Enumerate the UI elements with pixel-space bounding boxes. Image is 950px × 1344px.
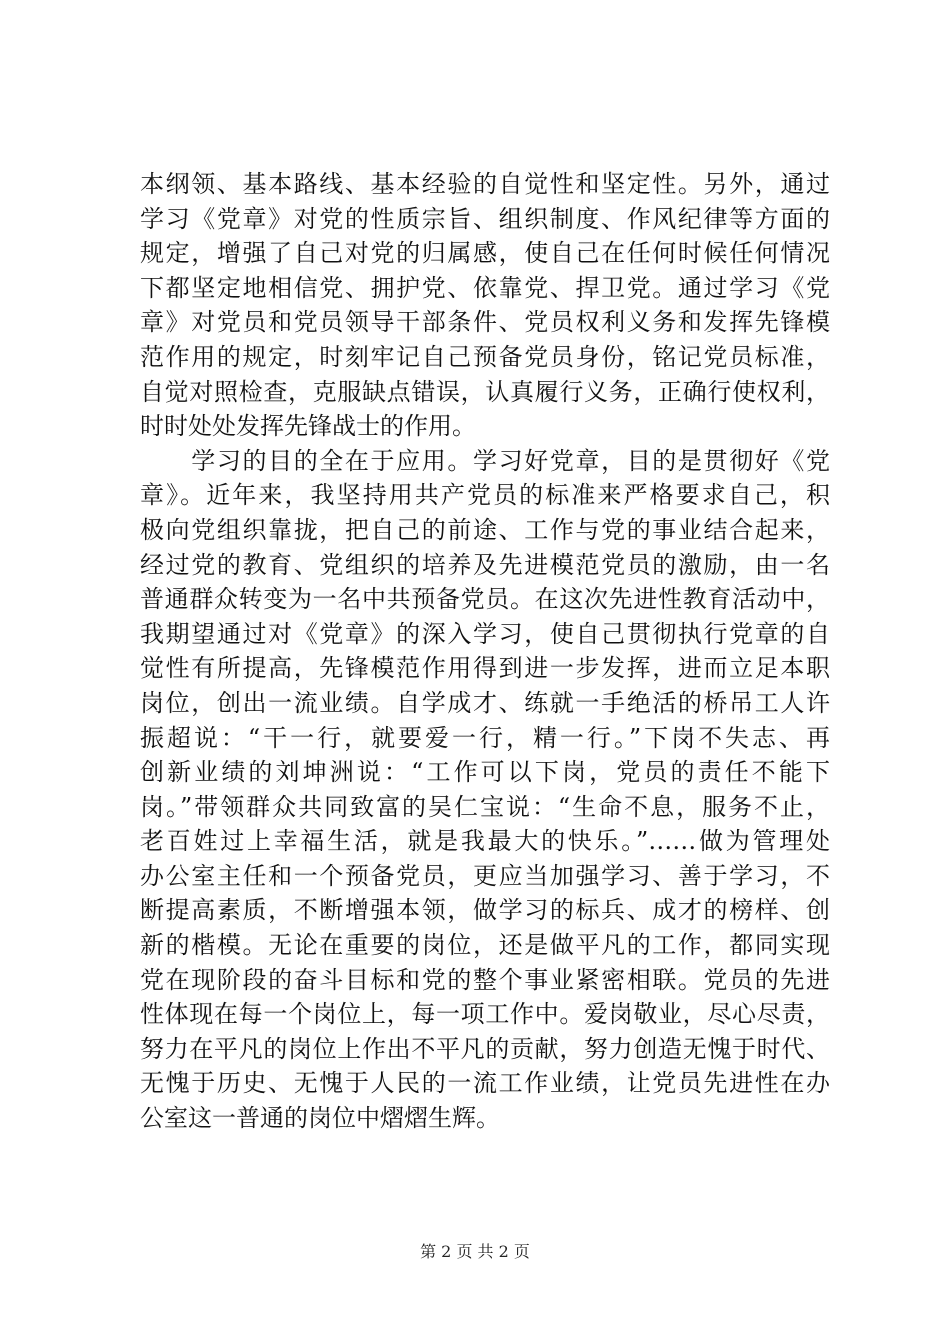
text-line: 章》。近年来，我坚持用共产党员的标准来严格要求自己，积: [140, 481, 830, 510]
text-line: 普通群众转变为一名中共预备党员。在这次先进性教育活动中，: [140, 585, 830, 614]
text-line: 党在现阶段的奋斗目标和党的整个事业紧密相联。党员的先进: [140, 965, 830, 994]
text-line: 时时处处发挥先锋战士的作用。: [140, 412, 476, 441]
text-line: 老百姓过上幸福生活，就是我最大的快乐。”……做为管理处: [140, 827, 830, 856]
text-line: 断提高素质，不断增强本领，做学习的标兵、成才的榜样、创: [140, 896, 830, 925]
text-line: 经过党的教育、党组织的培养及先进模范党员的激励，由一名: [140, 550, 830, 579]
text-line: 范作用的规定，时刻牢记自己预备党员身份，铭记党员标准，: [140, 342, 830, 371]
page-footer: 第 2 页 共 2 页: [420, 1242, 530, 1261]
document-body: [140, 167, 830, 1136]
text-line: 极向党组织靠拢，把自己的前途、工作与党的事业结合起来，: [140, 515, 830, 544]
text-line: 新的楷模。无论在重要的岗位，还是做平凡的工作，都同实现: [140, 931, 830, 960]
text-line: 无愧于历史、无愧于人民的一流工作业绩，让党员先进性在办: [140, 1069, 830, 1098]
text-line: 公室这一普通的岗位中熠熠生辉。: [140, 1104, 500, 1133]
text-line: 创新业绩的刘坤洲说：“工作可以下岗，党员的责任不能下: [140, 758, 830, 787]
text-line: 自觉对照检查，克服缺点错误，认真履行义务，正确行使权利，: [140, 377, 830, 406]
text-line: 努力在平凡的岗位上作出不平凡的贡献，努力创造无愧于时代、: [140, 1034, 830, 1063]
text-line: 振超说：“干一行，就要爱一行，精一行。”下岗不失志、再: [140, 723, 830, 752]
text-line: 岗位，创出一流业绩。自学成才、练就一手绝活的桥吊工人许: [140, 688, 830, 717]
text-line: 学习《党章》对党的性质宗旨、组织制度、作风纪律等方面的: [140, 204, 830, 233]
text-line: 规定，增强了自己对党的归属感，使自己在任何时候任何情况: [140, 239, 830, 268]
text-line: 下都坚定地相信党、拥护党、依靠党、捍卫党。通过学习《党: [140, 273, 830, 302]
text-line: 性体现在每一个岗位上，每一项工作中。爱岗敬业，尽心尽责，: [140, 1000, 830, 1029]
text-line: 岗。”带领群众共同致富的吴仁宝说：“生命不息，服务不止，: [140, 792, 830, 821]
text-line: 学习的目的全在于应用。学习好党章，目的是贯彻好《党: [140, 446, 830, 475]
text-line: 章》对党员和党员领导干部条件、党员权利义务和发挥先锋模: [140, 308, 830, 337]
text-line: 觉性有所提高，先锋模范作用得到进一步发挥，进而立足本职: [140, 654, 830, 683]
text-line: 本纲领、基本路线、基本经验的自觉性和坚定性。另外，通过: [140, 170, 830, 198]
text-line: 办公室主任和一个预备党员，更应当加强学习、善于学习，不: [140, 861, 830, 890]
text-line: 我期望通过对《党章》的深入学习，使自己贯彻执行党章的自: [140, 619, 830, 648]
